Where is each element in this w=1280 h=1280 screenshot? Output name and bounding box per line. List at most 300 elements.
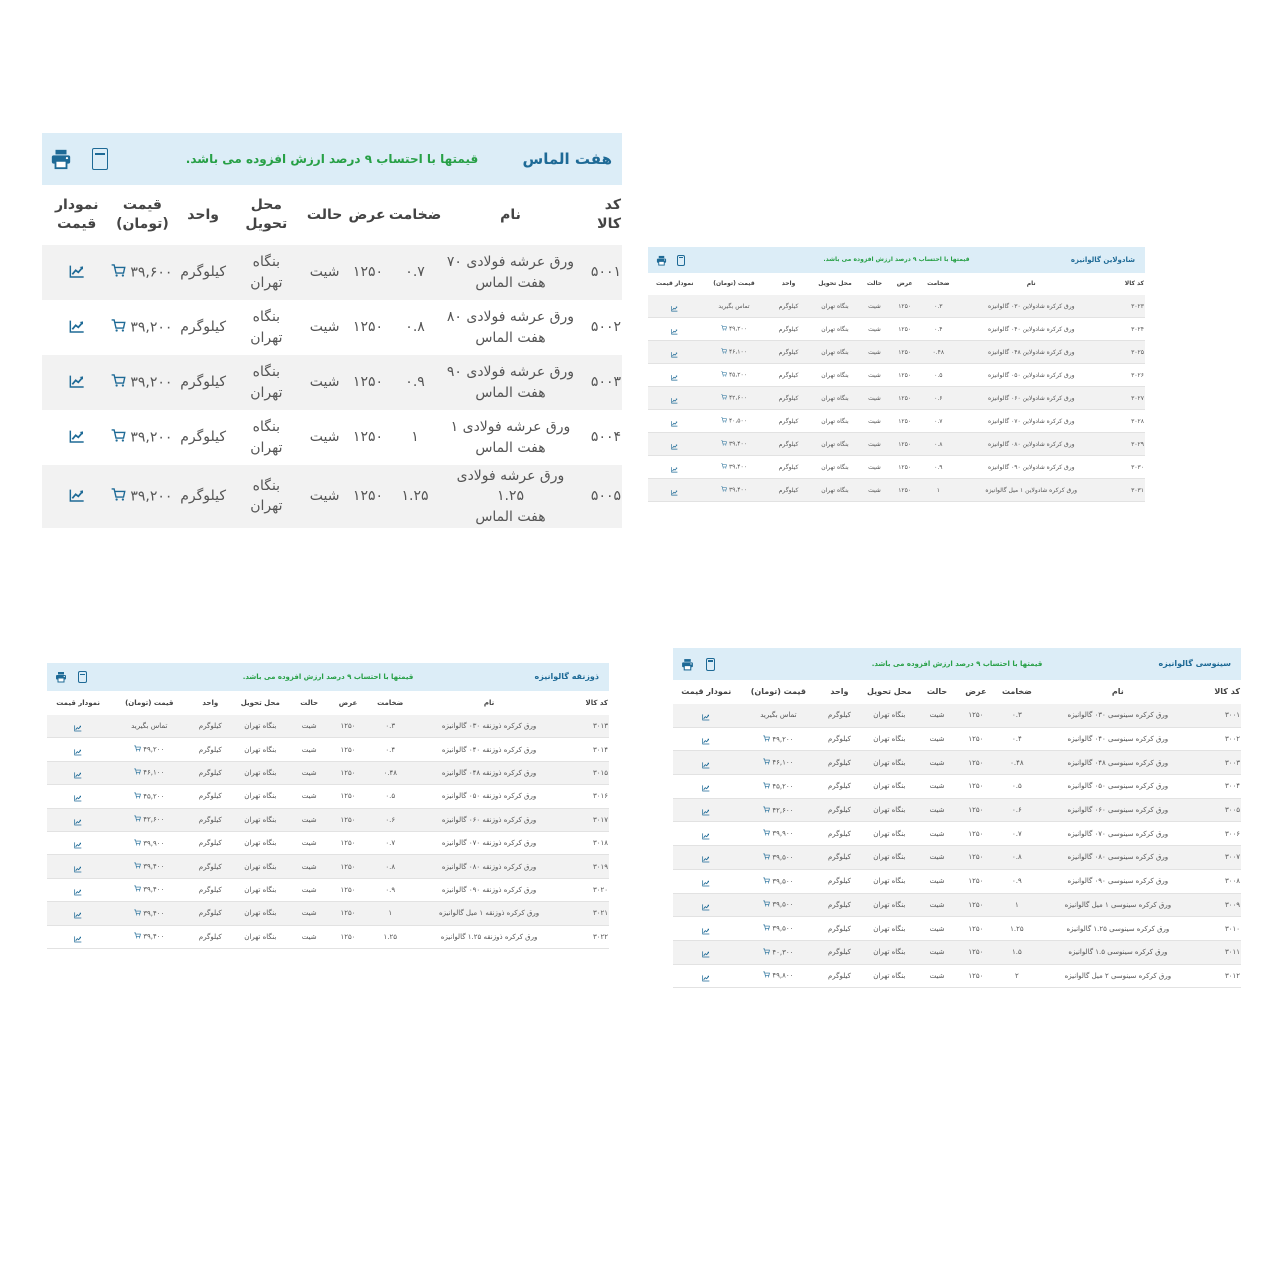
cell-name[interactable]: ورق عرشه فولادی ۷۰ هفت الماس <box>444 245 578 300</box>
table-row[interactable] <box>42 410 622 465</box>
cell-thickness: ۱ <box>387 410 444 465</box>
table-row[interactable] <box>648 364 1145 387</box>
cell-name[interactable]: ورق کرکره سینوسی ۰۶۰ گالوانیزه <box>1039 798 1197 822</box>
cell-unit: کیلوگرم <box>766 479 810 502</box>
cell-name[interactable]: ورق کرکره ذوزنقه ۱.۲۵ گالوانیزه <box>414 925 565 948</box>
price-table <box>673 680 1241 988</box>
printer-icon[interactable] <box>681 658 694 671</box>
table-row[interactable] <box>42 245 622 300</box>
cell-code: ۳۰۲۳ <box>1106 295 1145 318</box>
table-row[interactable] <box>673 964 1241 988</box>
cell-name[interactable]: ورق کرکره سینوسی ۱.۵ گالوانیزه <box>1039 940 1197 964</box>
price-value: ۳۹,۶۰۰ <box>130 264 173 281</box>
column-name: نام <box>483 699 495 707</box>
calculator-icon[interactable] <box>78 671 87 683</box>
price-value: تماس بگیرید <box>760 711 797 720</box>
table-row[interactable] <box>648 318 1145 341</box>
cart-icon[interactable] <box>763 948 770 957</box>
table-row[interactable] <box>648 433 1145 456</box>
vat-notice: قیمتها با احتساب ۹ درصد ارزش افزوده می باشد. <box>185 152 479 166</box>
trend-chart-icon[interactable] <box>74 928 82 947</box>
trend-chart-icon[interactable] <box>702 967 710 986</box>
trend-chart-icon[interactable] <box>671 481 678 500</box>
cell-name[interactable]: ورق کرکره ذوزنقه ۰۴۰ گالوانیزه <box>414 738 565 761</box>
column-code: کد کالا <box>597 197 621 232</box>
printer-icon[interactable] <box>55 671 67 683</box>
trend-chart-icon[interactable] <box>671 435 678 454</box>
table-header-row <box>673 680 1241 704</box>
cell-width: ۱۲۵۰ <box>349 465 386 528</box>
cell-width: ۱۲۵۰ <box>890 364 920 387</box>
cell-thickness: ۰.۹ <box>995 869 1039 893</box>
price-value: ۴۶,۱۰۰ <box>143 768 165 777</box>
table-row[interactable] <box>673 704 1241 727</box>
cell-name[interactable]: ورق کرکره ذوزنقه ۰۴۸ گالوانیزه <box>414 761 565 784</box>
trend-chart-icon[interactable] <box>702 825 710 844</box>
trend-chart-icon[interactable] <box>74 717 82 736</box>
trend-chart-icon[interactable] <box>74 811 82 830</box>
cell-name[interactable]: ورق کرکره شادولاین ۰۴۰ گالوانیزه <box>957 318 1106 341</box>
cell-name[interactable]: ورق عرشه فولادی ۱ هفت الماس <box>444 410 578 465</box>
cell-chart <box>673 727 740 751</box>
cell-width: ۱۲۵۰ <box>890 410 920 433</box>
cart-icon[interactable] <box>721 463 727 471</box>
cell-name[interactable]: ورق کرکره سینوسی ۰۹۰ گالوانیزه <box>1039 869 1197 893</box>
column-unit: واحد <box>202 699 219 707</box>
price-value: ۳۹,۵۰۰ <box>772 900 794 909</box>
column-thickness: ضخامت <box>1001 687 1032 696</box>
calculator-icon[interactable] <box>677 255 685 266</box>
price-value: ۳۹,۲۰۰ <box>130 319 173 336</box>
cell-chart <box>42 410 111 465</box>
price-value: ۳۹,۴۰۰ <box>728 440 747 448</box>
cell-unit: کیلوگرم <box>173 245 232 300</box>
column-chart: نمودار قیمت <box>56 699 100 707</box>
trend-chart-icon[interactable] <box>74 787 82 806</box>
cell-width: ۱۲۵۰ <box>890 318 920 341</box>
cell-price <box>109 808 189 831</box>
table-row[interactable] <box>47 878 609 901</box>
cell-name[interactable]: ورق کرکره ذوزنقه ۰۵۰ گالوانیزه <box>414 785 565 808</box>
price-value: ۳۹,۲۰۰ <box>130 374 173 391</box>
cell-name[interactable]: ورق کرکره ذوزنقه ۰۶۰ گالوانیزه <box>414 808 565 831</box>
cell-place: بنگاه تهران <box>231 831 289 854</box>
cell-price <box>740 917 818 941</box>
cell-state: شیت <box>289 738 329 761</box>
price-panel-haft-almas <box>42 133 622 525</box>
table-row[interactable] <box>648 341 1145 364</box>
cell-width: ۱۲۵۰ <box>349 355 386 410</box>
cell-name[interactable]: ورق کرکره شادولاین ۰۴۸ گالوانیزه <box>957 341 1106 364</box>
cell-unit: کیلوگرم <box>189 902 231 925</box>
cell-name[interactable]: ورق کرکره ذوزنقه ۰۷۰ گالوانیزه <box>414 831 565 854</box>
table-row[interactable] <box>673 893 1241 917</box>
trend-chart-icon[interactable] <box>69 373 85 393</box>
table-row[interactable] <box>673 727 1241 751</box>
cell-price <box>109 761 189 784</box>
cart-icon[interactable] <box>763 853 770 862</box>
cell-chart <box>47 808 109 831</box>
column-width: عرض <box>896 280 913 287</box>
cell-name[interactable]: ورق عرشه فولادی ۹۰ هفت الماس <box>444 355 578 410</box>
panel-tools <box>50 133 108 185</box>
cell-thickness: ۱.۵ <box>995 940 1039 964</box>
cart-icon[interactable] <box>134 745 141 754</box>
cell-price <box>701 479 766 502</box>
cell-thickness: ۰.۳ <box>367 715 414 738</box>
column-state: حالت <box>926 687 948 696</box>
cell-state: شیت <box>859 364 889 387</box>
trend-chart-icon[interactable] <box>671 343 678 362</box>
table-row[interactable] <box>673 846 1241 870</box>
vat-notice: قیمتها با احتساب ۹ درصد ارزش افزوده می باشد. <box>242 673 414 681</box>
column-state: حالت <box>866 280 883 287</box>
price-panel-shadolin <box>648 247 1145 494</box>
trend-chart-icon[interactable] <box>69 318 85 338</box>
cell-state: شیت <box>859 479 889 502</box>
cell-thickness: ۰.۹ <box>367 878 414 901</box>
cart-icon[interactable] <box>111 373 126 392</box>
cell-state: شیت <box>917 869 957 893</box>
cart-icon[interactable] <box>763 877 770 886</box>
cell-code: ۳۰۲۹ <box>1106 433 1145 456</box>
calculator-icon[interactable] <box>706 658 715 671</box>
cell-width: ۱۲۵۰ <box>890 456 920 479</box>
cell-name[interactable]: ورق عرشه فولادی ۱.۲۵ هفت الماس <box>444 465 578 528</box>
cell-unit: کیلوگرم <box>189 925 231 948</box>
cell-place: بنگاه تهران <box>862 893 917 917</box>
cell-place: بنگاه تهران <box>862 964 917 988</box>
cell-code: ۳۰۱۷ <box>565 808 609 831</box>
cart-icon[interactable] <box>134 768 141 777</box>
price-value: ۳۹,۴۰۰ <box>143 862 165 871</box>
table-row[interactable] <box>673 798 1241 822</box>
cell-place: بنگاه تهران <box>862 775 917 799</box>
cell-place: بنگاه تهران <box>231 855 289 878</box>
cart-icon[interactable] <box>763 735 770 744</box>
trend-chart-icon[interactable] <box>69 263 85 283</box>
cell-place: بنگاه تهران <box>811 479 860 502</box>
cell-thickness: ۰.۴۸ <box>920 341 957 364</box>
cart-icon[interactable] <box>763 900 770 909</box>
cell-width: ۱۲۵۰ <box>349 410 386 465</box>
price-value: ۳۹,۲۰۰ <box>130 488 173 505</box>
cell-width: ۱۲۵۰ <box>890 433 920 456</box>
trend-chart-icon[interactable] <box>702 730 710 749</box>
column-code: کد کالا <box>585 699 608 707</box>
table-row[interactable] <box>47 738 609 761</box>
table-row[interactable] <box>648 410 1145 433</box>
cart-icon[interactable] <box>134 862 141 871</box>
cell-thickness: ۰.۳ <box>920 295 957 318</box>
price-panel-sinusi <box>673 648 1241 980</box>
cell-unit: کیلوگرم <box>766 410 810 433</box>
cart-icon[interactable] <box>134 815 141 824</box>
trend-chart-icon[interactable] <box>702 920 710 939</box>
cell-name[interactable]: ورق کرکره شادولاین ۰۶۰ گالوانیزه <box>957 387 1106 410</box>
cart-icon[interactable] <box>111 318 126 337</box>
cell-price <box>740 822 818 846</box>
cell-place: بنگاه تهران <box>233 300 300 355</box>
cart-icon[interactable] <box>763 782 770 791</box>
trend-chart-icon[interactable] <box>69 428 85 448</box>
cell-name[interactable]: ورق کرکره شادولاین ۰۳۰ گالوانیزه <box>957 295 1106 318</box>
cell-state: شیت <box>289 831 329 854</box>
trend-chart-icon[interactable] <box>74 834 82 853</box>
cell-code: ۳۰۱۰ <box>1197 917 1241 941</box>
trend-chart-icon[interactable] <box>74 858 82 877</box>
cell-name[interactable]: ورق کرکره سینوسی ۰۴۸ گالوانیزه <box>1039 751 1197 775</box>
cell-code: ۳۰۲۲ <box>565 925 609 948</box>
cell-place: بنگاه تهران <box>233 245 300 300</box>
table-row[interactable] <box>648 387 1145 410</box>
trend-chart-icon[interactable] <box>671 366 678 385</box>
cart-icon[interactable] <box>721 440 727 448</box>
price-value: تماس بگیرید <box>718 302 750 310</box>
cell-name[interactable]: ورق کرکره سینوسی ۱ میل گالوانیزه <box>1039 893 1197 917</box>
cell-name[interactable]: ورق کرکره ذوزنقه ۱ میل گالوانیزه <box>414 902 565 925</box>
cell-code: ۳۰۰۴ <box>1197 775 1241 799</box>
cell-chart <box>673 822 740 846</box>
price-value: ۴۹,۲۰۰ <box>772 735 794 744</box>
cell-name[interactable]: ورق کرکره شادولاین ۰۸۰ گالوانیزه <box>957 433 1106 456</box>
cell-price <box>109 738 189 761</box>
cell-name[interactable]: ورق کرکره سینوسی ۱.۲۵ گالوانیزه <box>1039 917 1197 941</box>
cart-icon[interactable] <box>763 758 770 767</box>
cell-price <box>109 855 189 878</box>
trend-chart-icon[interactable] <box>671 412 678 431</box>
cell-price <box>740 846 818 870</box>
cell-unit: کیلوگرم <box>189 878 231 901</box>
table-header-row <box>42 185 622 245</box>
cell-state: شیت <box>289 785 329 808</box>
cell-name[interactable]: ورق کرکره سینوسی ۲ میل گالوانیزه <box>1039 964 1197 988</box>
cart-icon[interactable] <box>134 909 141 918</box>
panel-title: سینوسی گالوانیزه <box>1158 659 1231 668</box>
cell-name[interactable]: ورق کرکره شادولاین ۰۵۰ گالوانیزه <box>957 364 1106 387</box>
cell-width: ۱۲۵۰ <box>890 479 920 502</box>
cell-state: شیت <box>859 295 889 318</box>
panel-title: هفت الماس <box>522 150 612 168</box>
printer-icon[interactable] <box>656 255 667 266</box>
table-row[interactable] <box>673 822 1241 846</box>
cell-name[interactable]: ورق کرکره ذوزنقه ۰۹۰ گالوانیزه <box>414 878 565 901</box>
table-row[interactable] <box>673 751 1241 775</box>
cell-chart <box>42 355 111 410</box>
cell-thickness: ۱ <box>920 479 957 502</box>
cart-icon[interactable] <box>721 486 727 494</box>
cart-icon[interactable] <box>721 348 727 356</box>
cell-price <box>740 704 818 727</box>
cell-price <box>109 785 189 808</box>
cell-name[interactable]: ورق کرکره سینوسی ۰۸۰ گالوانیزه <box>1039 846 1197 870</box>
table-row[interactable] <box>42 465 622 528</box>
cell-price <box>701 364 766 387</box>
table-row[interactable] <box>47 902 609 925</box>
cell-thickness: ۰.۴۸ <box>367 761 414 784</box>
cart-icon[interactable] <box>111 487 126 506</box>
cell-name[interactable]: ورق کرکره شادولاین ۰۷۰ گالوانیزه <box>957 410 1106 433</box>
cell-code: ۳۰۳۱ <box>1106 479 1145 502</box>
cell-place: بنگاه تهران <box>231 808 289 831</box>
price-value: ۴۲,۶۰۰ <box>143 815 165 824</box>
table-row[interactable] <box>673 775 1241 799</box>
cell-price <box>109 902 189 925</box>
cart-icon[interactable] <box>763 806 770 815</box>
trend-chart-icon[interactable] <box>671 320 678 339</box>
cart-icon[interactable] <box>721 417 727 425</box>
cell-width: ۱۲۵۰ <box>329 878 367 901</box>
trend-chart-icon[interactable] <box>702 754 710 773</box>
cell-place: بنگاه تهران <box>811 318 860 341</box>
table-row[interactable] <box>47 785 609 808</box>
cell-price <box>701 456 766 479</box>
cell-name[interactable]: ورق کرکره سینوسی ۰۴۰ گالوانیزه <box>1039 727 1197 751</box>
cart-icon[interactable] <box>721 394 727 402</box>
cell-name[interactable]: ورق کرکره ذوزنقه ۰۳۰ گالوانیزه <box>414 715 565 738</box>
calculator-icon[interactable] <box>92 148 108 170</box>
trend-chart-icon[interactable] <box>702 872 710 891</box>
cart-icon[interactable] <box>763 971 770 980</box>
cell-width: ۱۲۵۰ <box>957 940 995 964</box>
cell-thickness: ۰.۷ <box>920 410 957 433</box>
cart-icon[interactable] <box>134 932 141 941</box>
trend-chart-icon[interactable] <box>671 458 678 477</box>
table-row[interactable] <box>42 300 622 355</box>
cell-name[interactable]: ورق کرکره سینوسی ۰۷۰ گالوانیزه <box>1039 822 1197 846</box>
cell-place: بنگاه تهران <box>862 798 917 822</box>
cell-code: ۳۰۱۹ <box>565 855 609 878</box>
cell-unit: کیلوگرم <box>817 917 861 941</box>
trend-chart-icon[interactable] <box>702 848 710 867</box>
trend-chart-icon[interactable] <box>69 487 85 507</box>
cart-icon[interactable] <box>111 428 126 447</box>
cell-chart <box>42 465 111 528</box>
cell-chart <box>47 831 109 854</box>
cell-state: شیت <box>300 410 350 465</box>
cell-thickness: ۰.۹ <box>920 456 957 479</box>
cell-unit: کیلوگرم <box>189 855 231 878</box>
cell-width: ۱۲۵۰ <box>957 893 995 917</box>
cell-place: بنگاه تهران <box>231 715 289 738</box>
price-value: ۴۰,۵۰۰ <box>728 417 747 425</box>
table-row[interactable] <box>47 808 609 831</box>
table-row[interactable] <box>47 925 609 948</box>
cell-unit: کیلوگرم <box>766 364 810 387</box>
trend-chart-icon[interactable] <box>74 764 82 783</box>
cell-price <box>111 300 173 355</box>
cell-unit: کیلوگرم <box>173 410 232 465</box>
price-value: ۴۲,۶۰۰ <box>728 394 747 402</box>
table-row[interactable] <box>42 355 622 410</box>
panel-tools <box>681 648 715 680</box>
cell-code: ۳۰۲۴ <box>1106 318 1145 341</box>
cell-unit: کیلوگرم <box>766 295 810 318</box>
trend-chart-icon[interactable] <box>671 389 678 408</box>
trend-chart-icon[interactable] <box>671 297 678 316</box>
cart-icon[interactable] <box>111 263 126 282</box>
cell-name[interactable]: ورق کرکره سینوسی ۰۵۰ گالوانیزه <box>1039 775 1197 799</box>
cell-state: شیت <box>859 456 889 479</box>
column-width: عرض <box>348 206 386 223</box>
cart-icon[interactable] <box>134 885 141 894</box>
cart-icon[interactable] <box>134 792 141 801</box>
table-row[interactable] <box>673 940 1241 964</box>
table-row[interactable] <box>47 761 609 784</box>
trend-chart-icon[interactable] <box>702 706 710 725</box>
cell-price <box>111 245 173 300</box>
cell-place: بنگاه تهران <box>233 410 300 465</box>
cell-unit: کیلوگرم <box>817 704 861 727</box>
cell-thickness: ۰.۸ <box>995 846 1039 870</box>
table-row[interactable] <box>648 479 1145 502</box>
cell-state: شیت <box>917 798 957 822</box>
cell-price <box>701 433 766 456</box>
price-table <box>42 185 622 528</box>
cell-unit: کیلوگرم <box>817 751 861 775</box>
cell-width: ۱۲۵۰ <box>957 917 995 941</box>
cart-icon[interactable] <box>763 829 770 838</box>
price-value: ۳۹,۴۰۰ <box>728 486 747 494</box>
cell-place: بنگاه تهران <box>231 878 289 901</box>
cell-place: بنگاه تهران <box>811 364 860 387</box>
trend-chart-icon[interactable] <box>702 896 710 915</box>
price-value: تماس بگیرید <box>131 722 168 731</box>
table-row[interactable] <box>673 869 1241 893</box>
cell-price <box>111 465 173 528</box>
cell-name[interactable]: ورق کرکره شادولاین ۱ میل گالوانیزه <box>957 479 1106 502</box>
trend-chart-icon[interactable] <box>74 881 82 900</box>
cell-unit: کیلوگرم <box>817 822 861 846</box>
cell-state: شیت <box>289 902 329 925</box>
printer-icon[interactable] <box>50 148 72 170</box>
cell-chart <box>648 433 701 456</box>
cart-icon[interactable] <box>763 924 770 933</box>
table-row[interactable] <box>47 855 609 878</box>
price-value: ۳۹,۹۰۰ <box>143 839 165 848</box>
price-value: ۳۹,۹۰۰ <box>772 829 794 838</box>
trend-chart-icon[interactable] <box>702 777 710 796</box>
column-place: محل تحویل <box>867 687 912 696</box>
trend-chart-icon[interactable] <box>74 904 82 923</box>
cell-place: بنگاه تهران <box>231 902 289 925</box>
cart-icon[interactable] <box>134 839 141 848</box>
table-row[interactable] <box>648 295 1145 318</box>
table-row[interactable] <box>47 715 609 738</box>
cell-name[interactable]: ورق کرکره ذوزنقه ۰۸۰ گالوانیزه <box>414 855 565 878</box>
cell-state: شیت <box>917 917 957 941</box>
cell-name[interactable]: ورق کرکره سینوسی ۰۳۰ گالوانیزه <box>1039 704 1197 727</box>
trend-chart-icon[interactable] <box>702 801 710 820</box>
cart-icon[interactable] <box>721 325 727 333</box>
table-row[interactable] <box>47 831 609 854</box>
cell-place: بنگاه تهران <box>811 341 860 364</box>
price-value: ۴۲,۶۰۰ <box>772 806 794 815</box>
trend-chart-icon[interactable] <box>74 741 82 760</box>
trend-chart-icon[interactable] <box>702 943 710 962</box>
cell-price <box>109 925 189 948</box>
table-row[interactable] <box>648 456 1145 479</box>
column-unit: واحد <box>187 206 219 223</box>
cell-chart <box>47 878 109 901</box>
cell-state: شیت <box>917 775 957 799</box>
cell-thickness: ۱.۲۵ <box>367 925 414 948</box>
cell-name[interactable]: ورق کرکره شادولاین ۰۹۰ گالوانیزه <box>957 456 1106 479</box>
cart-icon[interactable] <box>721 371 727 379</box>
table-row[interactable] <box>673 917 1241 941</box>
cell-thickness: ۲ <box>995 964 1039 988</box>
cell-name[interactable]: ورق عرشه فولادی ۸۰ هفت الماس <box>444 300 578 355</box>
